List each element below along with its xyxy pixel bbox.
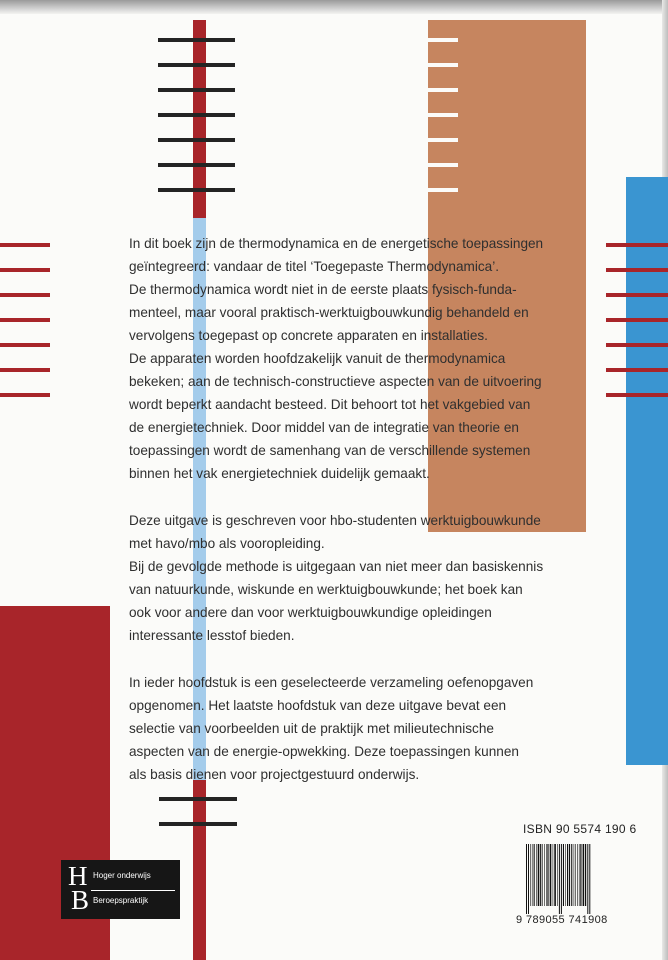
logo-letter-h: H [68, 861, 88, 891]
text-line: De apparaten worden hoofdzakelijk vanuit de thermodynamica [129, 351, 506, 366]
tick-black [158, 63, 235, 67]
barcode-bar [575, 844, 576, 906]
text-line: interessante lesstof bieden. [129, 628, 295, 643]
tick-white [428, 163, 458, 167]
barcode-bar [583, 844, 585, 906]
tick-red [606, 293, 668, 297]
barcode-bar [587, 844, 588, 914]
tick-red [606, 318, 668, 322]
barcode-bar [542, 844, 543, 906]
text-line: van natuurkunde, wiskunde en werktuigbouwkunde; het boek kan [129, 582, 523, 597]
publisher-logo [61, 860, 180, 919]
barcode-bar [565, 844, 566, 906]
tick-black [158, 138, 235, 142]
barcode-bar [574, 844, 575, 906]
text-line: aspecten van de energie-opwekking. Deze toepassingen kunnen [129, 744, 519, 759]
barcode-bar [550, 844, 552, 906]
barcode [524, 844, 624, 914]
barcode-bar [569, 844, 570, 906]
text-line: vervolgens toegepast op concrete apparaten en installaties. [129, 328, 488, 343]
tick-black [158, 188, 235, 192]
text-line: De thermodynamica wordt niet in de eerste plaats fysisch-funda- [129, 282, 517, 297]
tick-white [428, 188, 458, 192]
barcode-bar [571, 844, 572, 906]
logo-letter-b: B [71, 885, 90, 915]
page-edge-top [0, 0, 668, 14]
barcode-bar [540, 844, 541, 906]
paragraph-2 [129, 509, 569, 647]
barcode-number: 9 789055 741908 [516, 914, 608, 926]
text-line: de energietechniek. Door middel van de integratie van theorie en [129, 420, 519, 435]
tick-black [158, 113, 235, 117]
logo-line-1: Hoger onderwijs [93, 871, 151, 880]
text-line: In dit boek zijn de thermodynamica en de energetische toepassingen [129, 236, 544, 251]
tick-red [0, 368, 50, 372]
tick-white [428, 38, 458, 42]
barcode-bar [534, 844, 535, 906]
tick-white [428, 88, 458, 92]
logo-divider [91, 890, 175, 891]
blurb-text [129, 232, 569, 810]
text-line: wordt beperkt aandacht besteed. Dit behoort tot het vakgebied van [129, 397, 531, 412]
tick-red [606, 393, 668, 397]
tick-red [0, 343, 50, 347]
tick-black [158, 88, 235, 92]
text-line: Bij de gevolgde methode is uitgegaan van niet meer dan basiskennis [129, 559, 544, 574]
barcode-bar [536, 844, 537, 906]
barcode-bar [585, 844, 586, 906]
barcode-bar [589, 844, 590, 914]
tick-black [159, 822, 237, 826]
tick-white [428, 113, 458, 117]
barcode-bar [530, 844, 531, 906]
barcode-bar [547, 844, 548, 906]
barcode-bar [538, 844, 540, 906]
text-line: In ieder hoofdstuk is een geselecteerde verzameling oefenopgaven [129, 675, 534, 690]
text-line: geïntegreerd: vandaar de titel ‘Toegepaste Thermodynamica’. [129, 259, 500, 274]
blue-block-right [626, 177, 668, 765]
text-line: binnen het vak energietechniek duidelijk gemaakt. [129, 466, 430, 481]
barcode-bar [559, 844, 560, 914]
barcode-bar [561, 844, 562, 914]
barcode-bar [553, 844, 554, 906]
text-line: menteel, maar vooral praktisch-werktuigbouwkundig behandeld en [129, 305, 529, 320]
barcode-bar [580, 844, 581, 906]
tick-red [606, 343, 668, 347]
barcode-bar [557, 844, 558, 906]
tick-red [0, 293, 50, 297]
text-line: bekeken; aan de technisch-constructieve aspecten van de uitvoering [129, 374, 542, 389]
tick-red [0, 318, 50, 322]
paragraph-3 [129, 671, 569, 786]
barcode-bar [528, 844, 529, 914]
text-line: toepassingen wordt de samenhang van de verschillende systemen [129, 443, 531, 458]
barcode-bar [554, 844, 556, 906]
text-line: met havo/mbo als vooropleiding. [129, 536, 325, 551]
tick-black [158, 38, 235, 42]
tick-red [0, 268, 50, 272]
tick-red [0, 393, 50, 397]
tick-red [0, 243, 50, 247]
text-line: ook voor andere dan voor werktuigbouwkundige opleidingen [129, 605, 492, 620]
text-line: Deze uitgave is geschreven voor hbo-studenten werktuigbouwkunde [129, 513, 541, 528]
barcode-bar [546, 844, 547, 906]
barcode-bar [532, 844, 533, 906]
barcode-bar [544, 844, 545, 906]
paragraph-1 [129, 232, 569, 485]
text-line: als basis dienen voor projectgestuurd onderwijs. [129, 767, 420, 782]
barcode-bar [567, 844, 568, 906]
barcode-bar [577, 844, 578, 906]
barcode-bar [563, 844, 564, 906]
tick-red [606, 368, 668, 372]
tick-white [428, 138, 458, 142]
barcode-bar [579, 844, 580, 906]
tick-white [428, 63, 458, 67]
text-line: selectie van voorbeelden uit de praktijk met milieutechnische [129, 721, 494, 736]
tick-black [158, 163, 235, 167]
tick-red [606, 243, 668, 247]
tick-red [606, 268, 668, 272]
text-line: opgenomen. Het laatste hoofdstuk van deze uitgave bevat een [129, 698, 507, 713]
barcode-bar [526, 844, 527, 914]
isbn-label: ISBN 90 5574 190 6 [523, 822, 637, 836]
logo-line-2: Beroepspraktijk [93, 896, 149, 905]
